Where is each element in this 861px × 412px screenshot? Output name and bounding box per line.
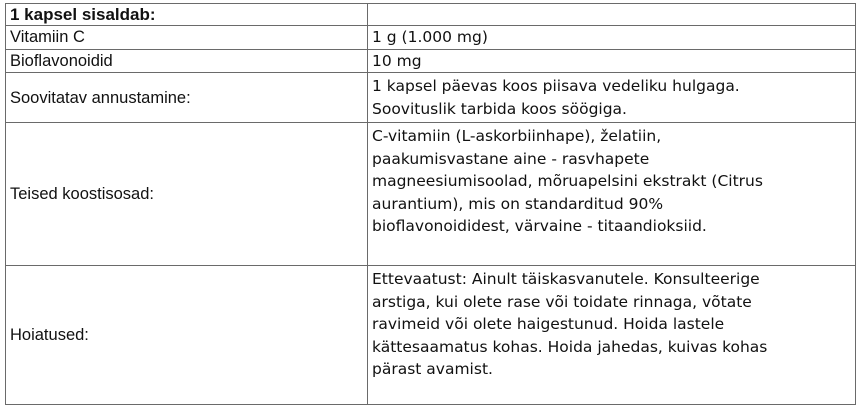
supplement-facts-table xyxy=(5,3,856,405)
table-row-warnings xyxy=(6,266,856,405)
value-line: 10 mg xyxy=(372,51,422,70)
row-value xyxy=(368,73,856,123)
value-line: kättesaamatus kohas. Hoida jahedas, kuivas kohas xyxy=(372,337,768,356)
table-row-vitamin-c xyxy=(6,26,856,50)
value-line: Ettevaatust: Ainult täiskasvanutele. Konsulteerige xyxy=(372,270,760,288)
value-line: pärast avamist. xyxy=(372,360,493,378)
row-value xyxy=(368,49,856,73)
row-label: Vitamiin C xyxy=(6,26,368,50)
header-label: 1 kapsel sisaldab: xyxy=(6,4,368,26)
row-label: Bioflavonoidid xyxy=(6,49,368,73)
value-line: magneesiumisoolad, mõruapelsini ekstrakt (Citrus xyxy=(372,172,763,190)
table-header-row xyxy=(6,4,856,26)
value-line: bioflavonoididest, värvaine - titaandioksiid. xyxy=(372,217,707,235)
table-row-other-ingredients xyxy=(6,123,856,266)
value-line: Soovituslik tarbida koos söögiga. xyxy=(372,99,627,118)
row-label: Teised koostisosad: xyxy=(6,123,368,266)
value-line: C-vitamiin (L-askorbiinhape), želatiin, xyxy=(372,127,662,145)
value-line: arstiga, kui olete rase või toidate rinnaga, võtate xyxy=(372,292,752,311)
row-label: Hoiatused: xyxy=(6,266,368,405)
row-value xyxy=(368,266,856,405)
value-line: ravimeid või olete haigestunud. Hoida lastele xyxy=(372,315,725,333)
table-row-recommended-dosage xyxy=(6,73,856,123)
table-row-bioflavonoids xyxy=(6,49,856,73)
value-line: 1 kapsel päevas koos piisava vedeliku hulgaga. xyxy=(372,77,740,95)
row-label: Soovitatav annustamine: xyxy=(6,73,368,123)
value-line: aurantium), mis on standarditud 90% xyxy=(372,194,664,213)
row-value xyxy=(368,26,856,50)
row-value xyxy=(368,123,856,266)
header-value-cell xyxy=(368,4,856,26)
value-line: paakumisvastane aine - rasvhapete xyxy=(372,149,650,168)
value-line: 1 g (1.000 mg) xyxy=(372,28,488,46)
